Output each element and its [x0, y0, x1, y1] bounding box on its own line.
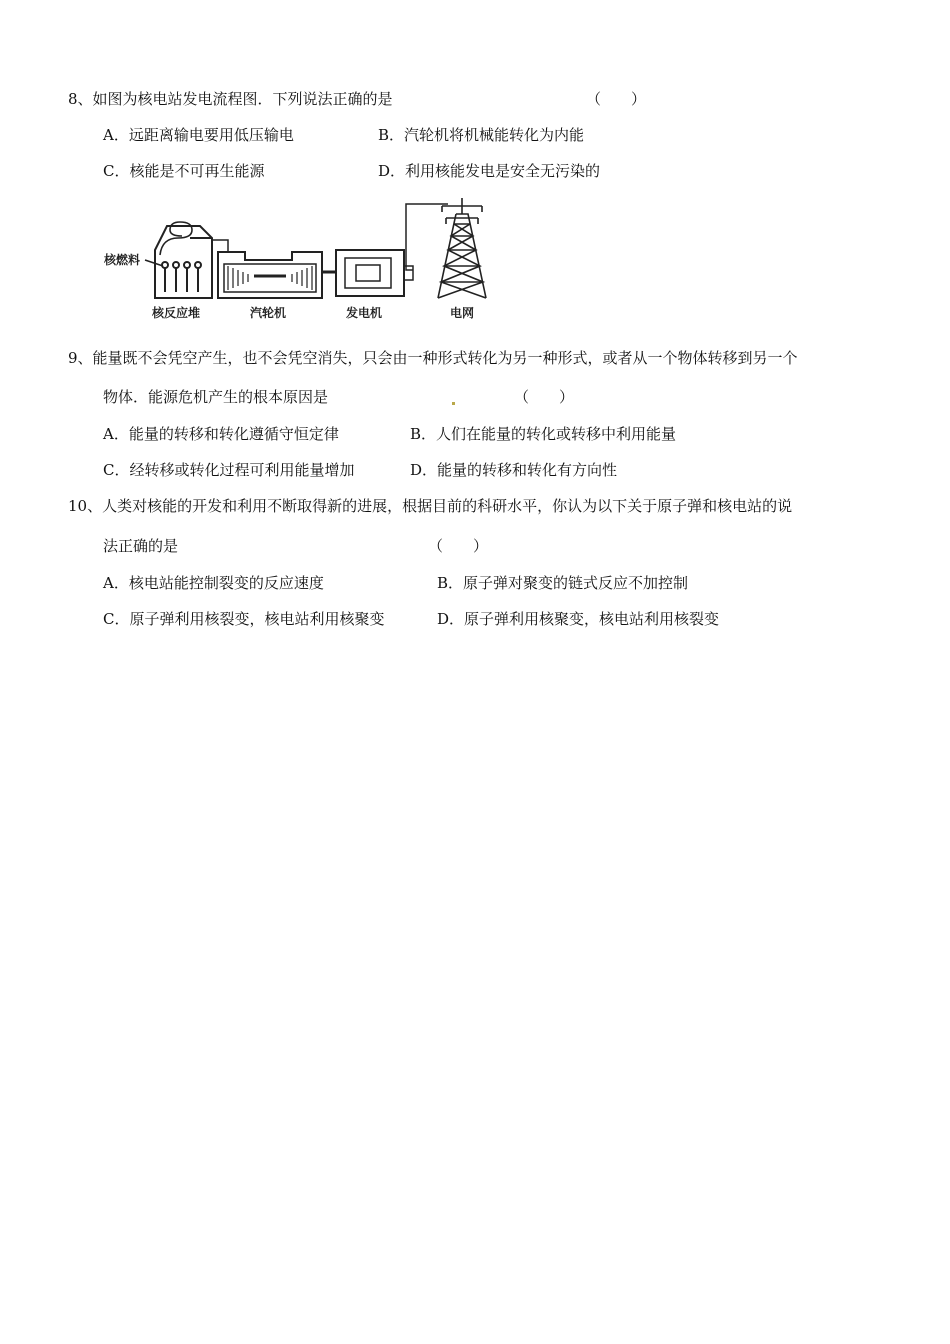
q10-option-c: C．原子弹利用核裂变，核电站利用核聚变	[103, 610, 385, 628]
nuclear-plant-flow-diagram	[100, 192, 500, 324]
q8-option-b: B．汽轮机将机械能转化为内能	[378, 126, 585, 144]
q8-option-a: A．远距离输电要用低压输电	[103, 126, 294, 144]
q9-stem-line1: 9、能量既不会凭空产生，也不会凭空消失，只会由一种形式转化为另一种形式，或者从一个物体转移到另一个	[68, 349, 798, 367]
q9-option-d: D．能量的转移和转化有方向性	[410, 461, 618, 479]
stray-dot	[452, 402, 455, 405]
q8-option-d: D．利用核能发电是安全无污染的	[378, 162, 601, 180]
q10-option-b: B．原子弹对聚变的链式反应不加控制	[437, 574, 689, 592]
q9-option-a: A．能量的转移和转化遵循守恒定律	[103, 425, 339, 443]
reactor-label: 核反应堆	[152, 306, 201, 320]
q10-answer-paren: （ ）	[428, 537, 489, 555]
turbine-label: 汽轮机	[250, 306, 287, 320]
q9-option-b: B．人们在能量的转化或转移中利用能量	[410, 425, 677, 443]
q10-stem-line2: 法正确的是	[103, 537, 179, 555]
generator-label: 发电机	[346, 306, 383, 320]
reactor-icon	[155, 222, 212, 298]
transmission-tower-icon	[438, 198, 486, 298]
q8-option-c: C．核能是不可再生能源	[103, 162, 265, 180]
q10-option-a: A．核电站能控制裂变的反应速度	[103, 574, 324, 592]
turbine-icon	[218, 252, 322, 298]
grid-label: 电网	[450, 306, 475, 320]
fuel-label: 核燃料	[104, 253, 141, 267]
q8-stem: 8、如图为核电站发电流程图．下列说法正确的是	[68, 90, 393, 108]
generator-icon	[336, 250, 413, 296]
q8-answer-paren: （ ）	[586, 90, 647, 108]
q9-stem-line2: 物体．能源危机产生的根本原因是	[103, 388, 329, 406]
q10-stem-line1: 10、人类对核能的开发和利用不断取得新的进展，根据目前的科研水平，你认为以下关于原子弹和核电站的说	[68, 497, 793, 515]
q9-answer-paren: （ ）	[514, 388, 575, 406]
q10-option-d: D．原子弹利用核聚变，核电站利用核裂变	[437, 610, 720, 628]
q9-option-c: C．经转移或转化过程可利用能量增加	[103, 461, 355, 479]
